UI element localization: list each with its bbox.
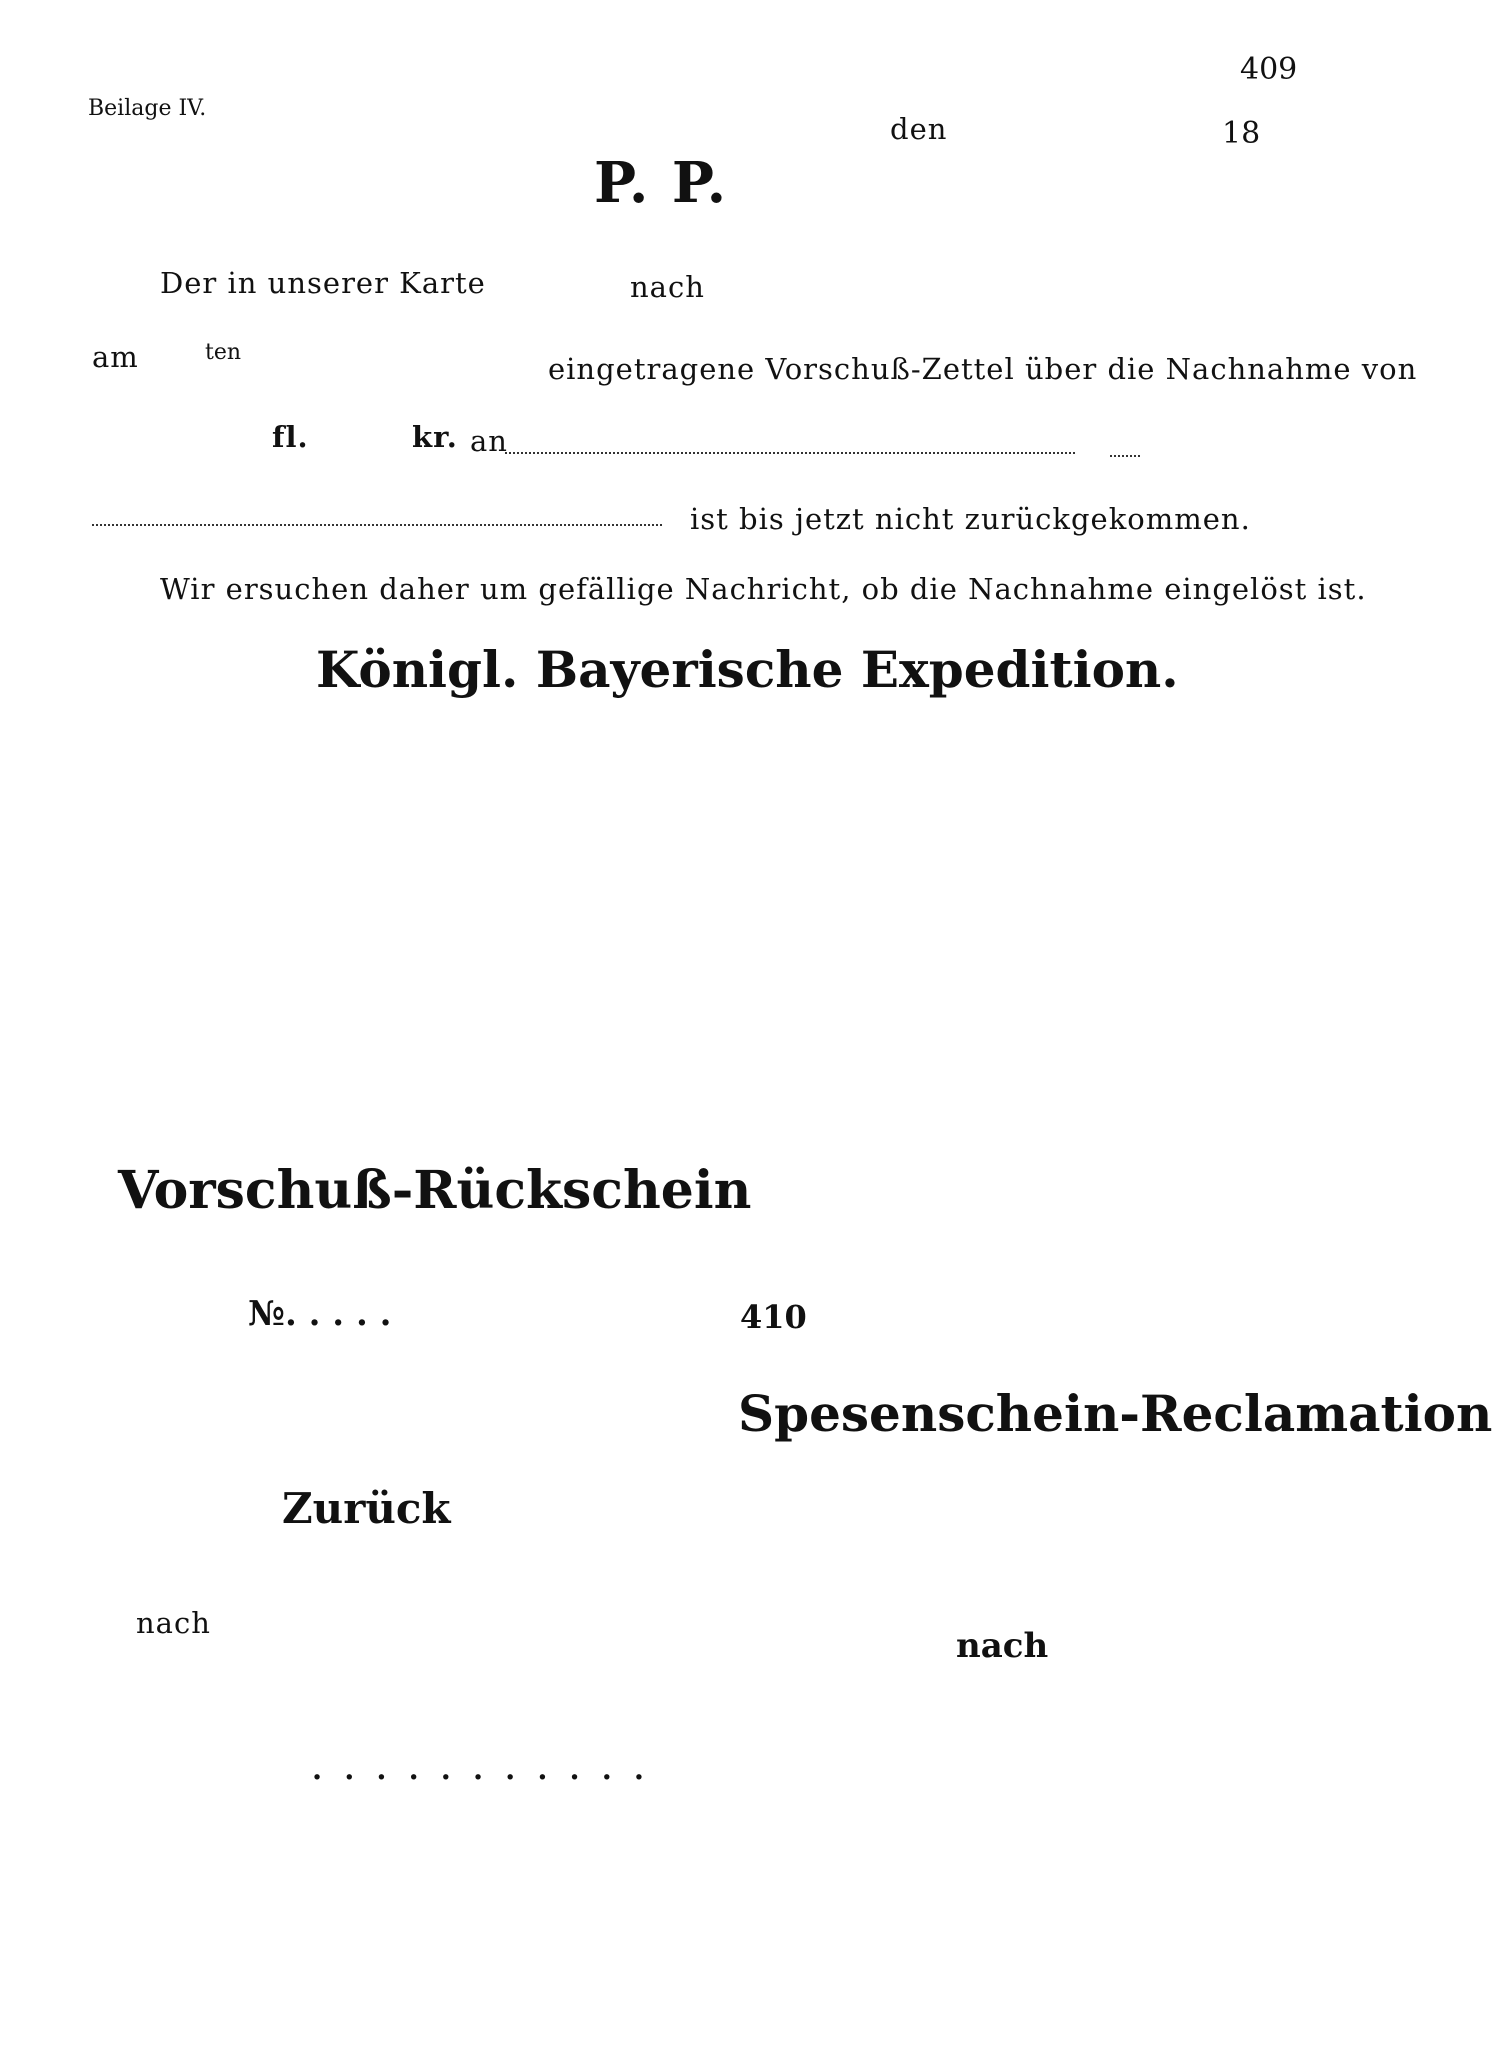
receipt-number-label: №. . . . . bbox=[248, 1294, 392, 1334]
notice-line2-rest: eingetragene Vorschuß-Zettel über die Nachnahme von bbox=[548, 352, 1418, 386]
page-number: 409 bbox=[1240, 52, 1298, 87]
notice-ten: ten bbox=[205, 340, 242, 365]
reclamation-nach-label: nach bbox=[956, 1626, 1049, 1666]
notice-fl: fl. bbox=[272, 420, 309, 454]
notice-line4-rest: ist bis jetzt nicht zurückgekommen. bbox=[690, 502, 1251, 536]
notice-am: am bbox=[92, 340, 139, 374]
receipt-nach-label: nach bbox=[136, 1606, 211, 1640]
notice-line1-nach: nach bbox=[630, 270, 705, 304]
receipt-dots: . . . . . . . . . . . bbox=[312, 1752, 651, 1786]
notice-kr: kr. bbox=[412, 420, 458, 454]
receipt-back-label: Zurück bbox=[282, 1484, 451, 1533]
notice-dotted-line-3 bbox=[92, 524, 662, 526]
salutation: P. P. bbox=[594, 150, 729, 216]
notice-dotted-line-2 bbox=[1110, 455, 1140, 457]
reclamation-page-number: 410 bbox=[740, 1298, 807, 1336]
receipt-title: Vorschuß-Rückschein bbox=[118, 1160, 752, 1221]
notice-request: Wir ersuchen daher um gefällige Nachricht, ob die Nachnahme eingelöst ist. bbox=[160, 572, 1367, 606]
notice-signature: Königl. Bayerische Expedition. bbox=[316, 640, 1179, 699]
year-prefix: 18 bbox=[1222, 116, 1261, 151]
notice-an: an bbox=[470, 424, 508, 458]
date-prefix: den bbox=[890, 112, 948, 146]
attachment-label: Beilage IV. bbox=[88, 96, 207, 121]
notice-line1-start: Der in unserer Karte bbox=[160, 266, 486, 300]
notice-dotted-line-1 bbox=[505, 452, 1075, 454]
reclamation-title: Spesenschein-Reclamation bbox=[738, 1384, 1492, 1443]
